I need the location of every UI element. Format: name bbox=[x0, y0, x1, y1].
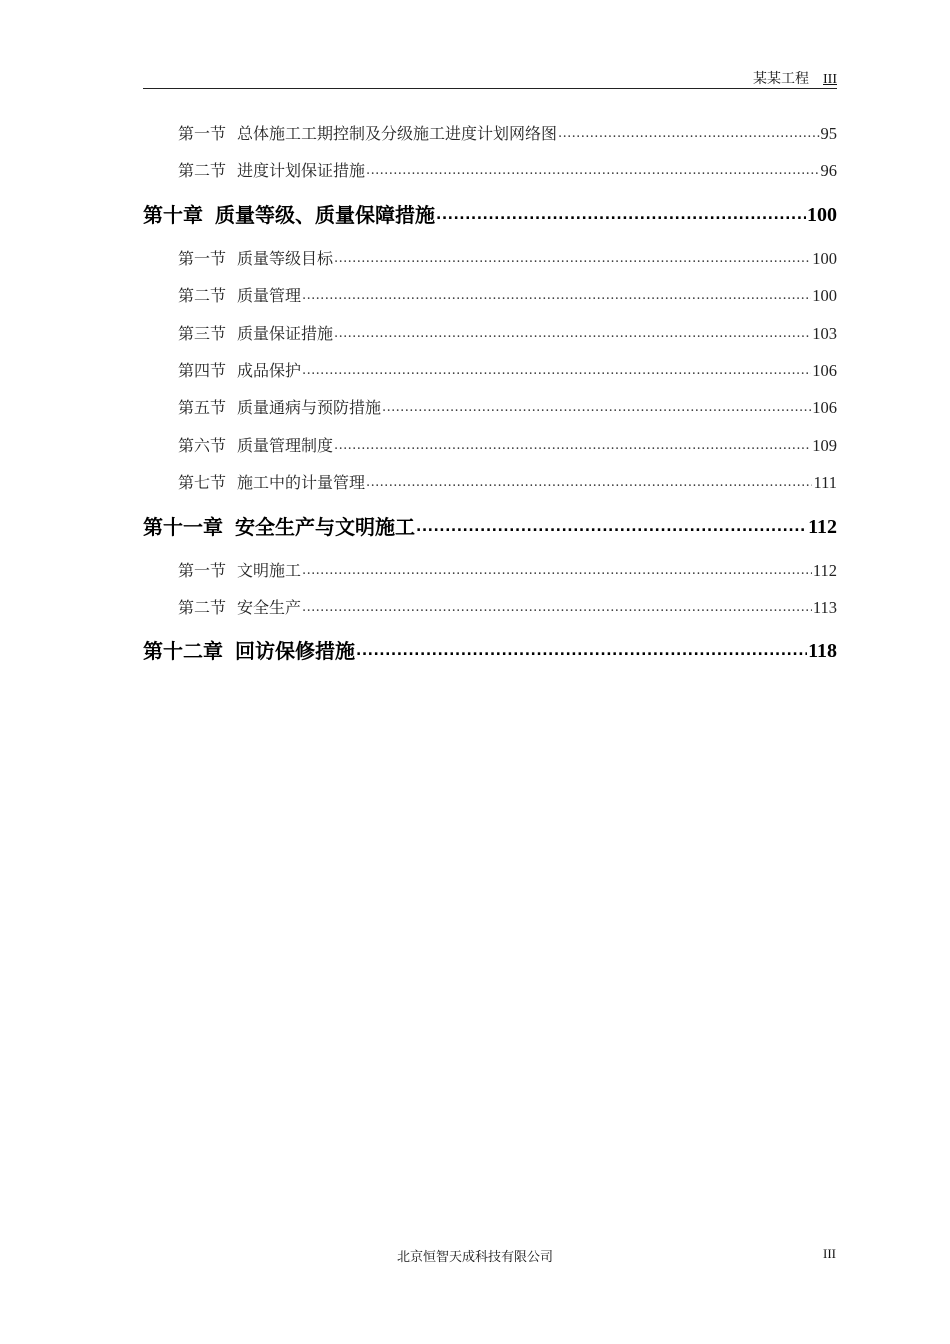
toc-dot-leader bbox=[558, 115, 819, 152]
toc-dot-leader bbox=[334, 240, 811, 277]
toc-dot-leader bbox=[366, 464, 812, 501]
toc-section-entry[interactable] bbox=[143, 240, 837, 277]
toc-dot-leader bbox=[302, 552, 812, 589]
toc-entry-page: 100 bbox=[807, 203, 837, 226]
toc-entry-label bbox=[178, 152, 365, 189]
toc-entry-label bbox=[178, 352, 301, 389]
toc-entry-label bbox=[143, 502, 415, 552]
toc-entry-label bbox=[178, 589, 301, 626]
toc-entry-label bbox=[178, 464, 365, 501]
header-text bbox=[753, 68, 837, 88]
toc-chapter-entry[interactable] bbox=[143, 190, 837, 240]
toc-dot-leader bbox=[334, 427, 811, 464]
toc-dot-leader bbox=[382, 389, 811, 426]
toc-entry-page: 118 bbox=[808, 640, 837, 663]
toc-entry-number: 第六节 bbox=[178, 435, 227, 455]
toc-chapter-entry[interactable] bbox=[143, 626, 837, 676]
toc-section-entry[interactable] bbox=[143, 115, 837, 152]
toc-entry-page: 96 bbox=[820, 161, 837, 181]
toc-entry-page: 109 bbox=[812, 435, 837, 455]
toc-entry-page: 106 bbox=[812, 398, 837, 418]
toc-entry-label bbox=[178, 552, 301, 589]
toc-entry-page: 106 bbox=[812, 360, 837, 380]
toc-section-entry[interactable] bbox=[143, 315, 837, 352]
toc-dot-leader bbox=[436, 190, 806, 240]
toc-entry-label bbox=[178, 315, 333, 352]
toc-entry-label bbox=[178, 389, 381, 426]
toc-entry-label bbox=[178, 427, 333, 464]
toc-entry-title: 质量等级、质量保障措施 bbox=[215, 202, 435, 227]
page-footer bbox=[0, 1246, 950, 1266]
toc-entry-page: 113 bbox=[812, 597, 837, 617]
toc-dot-leader bbox=[366, 152, 819, 189]
header-title: 某某工程 bbox=[753, 71, 809, 87]
toc-entry-title: 施工中的计量管理 bbox=[237, 473, 366, 493]
table-of-contents bbox=[143, 115, 837, 676]
toc-entry-title: 安全生产与文明施工 bbox=[235, 514, 415, 539]
toc-dot-leader bbox=[416, 502, 807, 552]
toc-entry-page: 112 bbox=[812, 560, 837, 580]
toc-dot-leader bbox=[302, 352, 811, 389]
toc-dot-leader bbox=[302, 589, 812, 626]
toc-entry-page: 111 bbox=[813, 473, 837, 493]
toc-entry-number: 第三节 bbox=[178, 323, 227, 343]
toc-entry-page: 100 bbox=[812, 248, 837, 268]
toc-entry-number: 第七节 bbox=[178, 473, 227, 493]
toc-dot-leader bbox=[302, 277, 811, 314]
footer-page-number: III bbox=[823, 1246, 836, 1261]
header-page-number: III bbox=[823, 72, 837, 87]
toc-section-entry[interactable] bbox=[143, 352, 837, 389]
toc-dot-leader bbox=[356, 626, 807, 676]
toc-section-entry[interactable] bbox=[143, 152, 837, 189]
toc-entry-page: 103 bbox=[812, 323, 837, 343]
toc-entry-title: 质量保证措施 bbox=[237, 323, 334, 343]
toc-section-entry[interactable] bbox=[143, 427, 837, 464]
toc-entry-title: 回访保修措施 bbox=[235, 639, 355, 664]
toc-dot-leader bbox=[334, 315, 811, 352]
toc-entry-number: 第十章 bbox=[143, 202, 203, 227]
toc-entry-title: 质量等级目标 bbox=[237, 248, 334, 268]
footer-company: 北京恒智天成科技有限公司 bbox=[396, 1250, 553, 1265]
toc-entry-title: 质量通病与预防措施 bbox=[237, 398, 382, 418]
toc-entry-number: 第四节 bbox=[178, 360, 227, 380]
toc-entry-title: 质量管理制度 bbox=[237, 435, 334, 455]
toc-section-entry[interactable] bbox=[143, 589, 837, 626]
page-header bbox=[143, 66, 837, 89]
toc-entry-title: 进度计划保证措施 bbox=[237, 161, 366, 181]
toc-entry-title: 成品保护 bbox=[237, 360, 302, 380]
toc-entry-number: 第一节 bbox=[178, 560, 227, 580]
toc-entry-number: 第五节 bbox=[178, 398, 227, 418]
toc-section-entry[interactable] bbox=[143, 277, 837, 314]
toc-entry-label bbox=[178, 240, 333, 277]
toc-entry-label bbox=[143, 626, 355, 676]
toc-section-entry[interactable] bbox=[143, 389, 837, 426]
toc-entry-label bbox=[178, 115, 557, 152]
toc-entry-title: 质量管理 bbox=[237, 286, 302, 306]
toc-entry-page: 95 bbox=[820, 123, 837, 143]
toc-entry-label bbox=[178, 277, 301, 314]
toc-entry-label bbox=[143, 190, 435, 240]
toc-entry-page: 100 bbox=[812, 286, 837, 306]
toc-section-entry[interactable] bbox=[143, 552, 837, 589]
toc-entry-number: 第十一章 bbox=[143, 514, 223, 539]
toc-entry-title: 总体施工工期控制及分级施工进度计划网络图 bbox=[237, 123, 558, 143]
toc-entry-title: 安全生产 bbox=[237, 597, 302, 617]
toc-entry-number: 第二节 bbox=[178, 286, 227, 306]
toc-entry-number: 第一节 bbox=[178, 248, 227, 268]
toc-entry-page: 112 bbox=[808, 515, 837, 538]
toc-entry-title: 文明施工 bbox=[237, 560, 302, 580]
toc-entry-number: 第二节 bbox=[178, 597, 227, 617]
toc-entry-number: 第一节 bbox=[178, 123, 227, 143]
toc-section-entry[interactable] bbox=[143, 464, 837, 501]
toc-entry-number: 第十二章 bbox=[143, 639, 223, 664]
toc-entry-number: 第二节 bbox=[178, 161, 227, 181]
toc-chapter-entry[interactable] bbox=[143, 502, 837, 552]
